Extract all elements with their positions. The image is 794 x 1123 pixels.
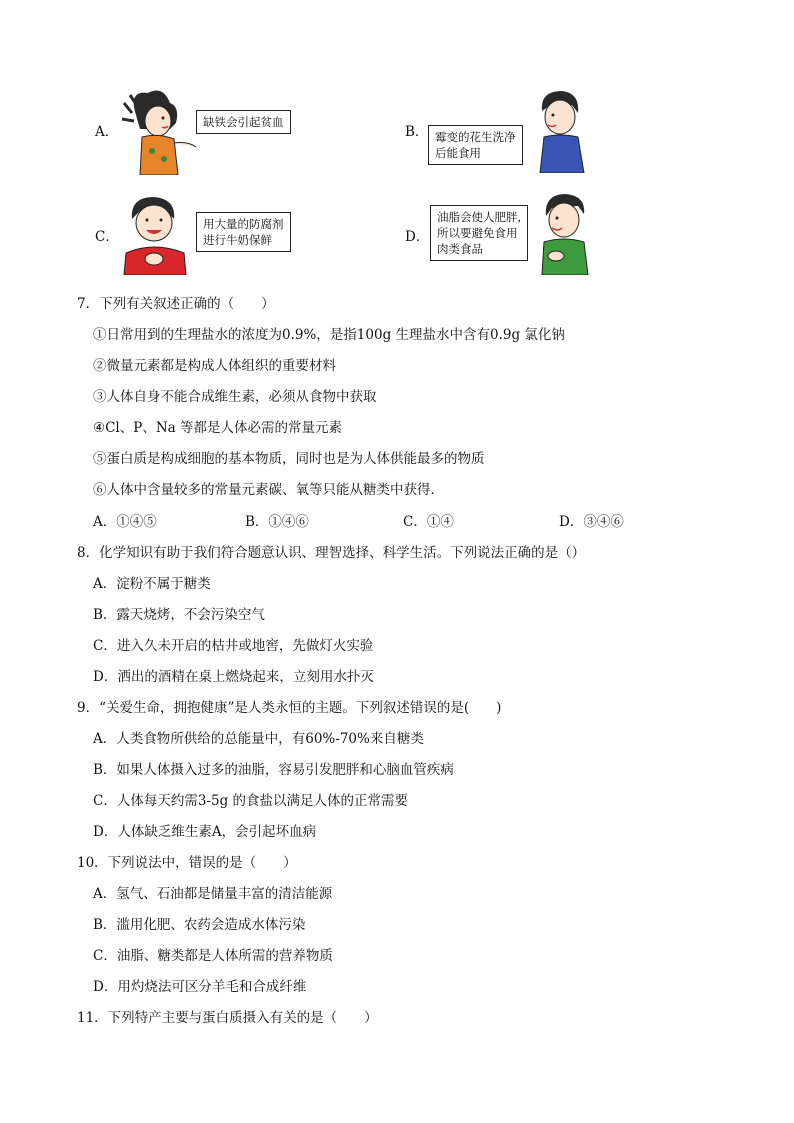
q7-answer-row <box>93 510 653 530</box>
bubble-line: 肉类食品 <box>437 242 483 256</box>
q6-option-a-bubble <box>196 110 291 134</box>
q10-option-b[interactable]: B．滥用化肥、农药会造成水体污染 <box>93 917 306 933</box>
q6-option-b-bubble <box>428 125 523 165</box>
q8-option-d[interactable]: D．洒出的酒精在桌上燃烧起来，立刻用水扑灭 <box>93 669 374 685</box>
q7-answer-a[interactable]: A．①④⑤ <box>93 514 157 530</box>
q10-option-d[interactable]: D．用灼烧法可区分羊毛和合成纤维 <box>93 979 307 995</box>
q7-statement-5: ⑤蛋白质是构成细胞的基本物质，同时也是为人体供能最多的物质 <box>93 451 485 467</box>
q9-option-b[interactable]: B．如果人体摄入过多的油脂，容易引发肥胖和心脑血管疾病 <box>93 762 454 778</box>
boy-figure-b <box>528 85 594 173</box>
q6-option-c-bubble <box>196 212 291 252</box>
q7-title: 7．下列有关叙述正确的（ ） <box>77 296 275 312</box>
q7-answer-b[interactable]: B．①④⑥ <box>245 514 309 530</box>
q7-statement-4: ④Cl、P、Na 等都是人体必需的常量元素 <box>93 420 342 436</box>
bubble-line: 进行牛奶保鲜 <box>203 233 272 247</box>
bubble-line: 缺铁会引起贫血 <box>203 115 284 129</box>
q7-statement-3: ③人体自身不能合成维生素，必须从食物中获取 <box>93 389 377 405</box>
q7-statement-6: ⑥人体中含量较多的常量元素碳、氧等只能从糖类中获得． <box>93 482 444 498</box>
boy-figure-d <box>534 190 594 275</box>
q10-option-a[interactable]: A．氢气、石油都是储量丰富的清洁能源 <box>93 886 333 902</box>
q6-option-a-label: A． <box>95 124 119 140</box>
bubble-line: 用大量的防腐剂 <box>203 217 284 231</box>
bubble-line: 霉变的花生洗净 <box>435 130 516 144</box>
q9-option-c[interactable]: C．人体每天约需3-5g 的食盐以满足人体的正常需要 <box>93 793 409 809</box>
q8-option-b[interactable]: B．露天烧烤，不会污染空气 <box>93 607 265 623</box>
q10-title: 10．下列说法中，错误的是（ ） <box>77 855 297 871</box>
q7-answer-c[interactable]: C．①④ <box>403 514 454 530</box>
q8-option-a[interactable]: A．淀粉不属于糖类 <box>93 576 211 592</box>
q11-title: 11．下列特产主要与蛋白质摄入有关的是（ ） <box>77 1010 378 1026</box>
q7-statement-1: ①日常用到的生理盐水的浓度为0.9%，是指100g 生理盐水中含有0.9g 氯化钠 <box>93 327 565 343</box>
q10-option-c[interactable]: C．油脂、糖类都是人体所需的营养物质 <box>93 948 333 964</box>
q6-option-c-label: C． <box>95 229 119 245</box>
q7-statement-2: ②微量元素都是构成人体组织的重要材料 <box>93 358 336 374</box>
q8-option-c[interactable]: C．进入久未开启的枯井或地窖，先做灯火实验 <box>93 638 374 654</box>
q6-option-b-label: B． <box>405 124 429 140</box>
q9-title: 9．“关爱生命，拥抱健康”是人类永恒的主题。下列叙述错误的是( ) <box>77 700 502 716</box>
q6-option-d-bubble <box>430 205 528 261</box>
bubble-line: 油脂会使人肥胖, <box>437 210 522 224</box>
boy-figure-c <box>118 193 193 275</box>
girl-figure-a <box>118 85 198 175</box>
q7-answer-d[interactable]: D．③④⑥ <box>559 514 624 530</box>
q8-title: 8．化学知识有助于我们符合题意认识、理智选择、科学生活。下列说法正确的是（） <box>77 545 586 561</box>
q9-option-a[interactable]: A．人类食物所供给的总能量中，有60%-70%来自糖类 <box>93 731 424 747</box>
bubble-line: 所以要避免食用 <box>437 226 518 240</box>
bubble-line: 后能食用 <box>435 146 481 160</box>
q6-option-d-label: D． <box>405 229 430 245</box>
q9-option-d[interactable]: D．人体缺乏维生素A，会引起坏血病 <box>93 824 317 840</box>
